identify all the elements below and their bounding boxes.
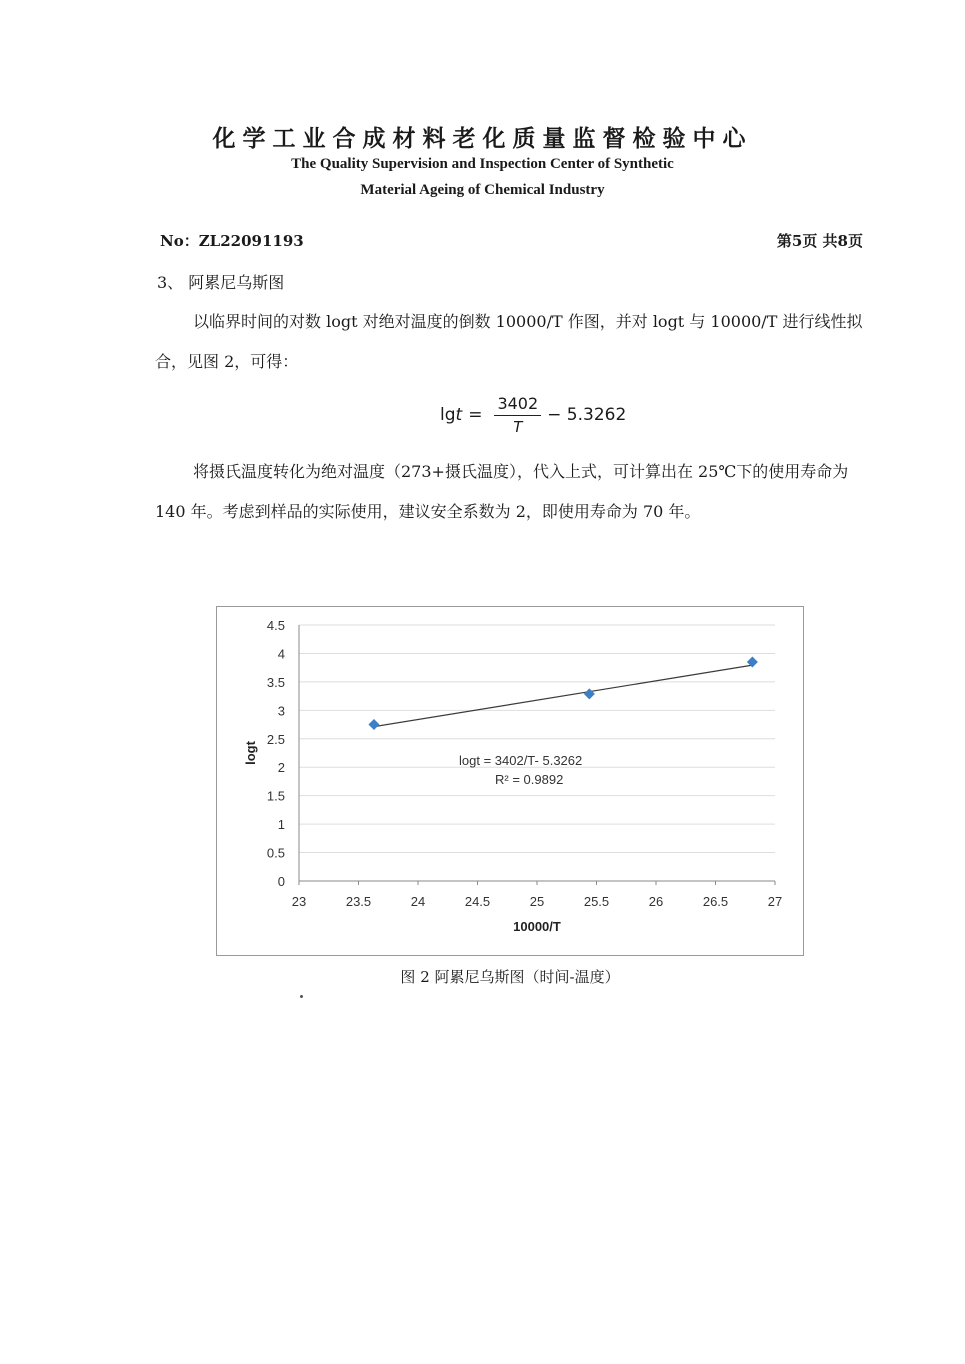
formula-lhs: lg	[440, 405, 456, 425]
formula-tail: − 5.3262	[547, 405, 627, 425]
center-title-en-line1: The Quality Supervision and Inspection Center of Synthetic	[291, 156, 674, 172]
r-squared-label: R² = 0.9892	[495, 772, 564, 787]
y-tick-label: 0	[277, 874, 285, 889]
formula-lhs-var: t	[455, 405, 463, 425]
x-tick-label: 23.5	[345, 894, 372, 909]
x-tick-label: 23	[291, 894, 307, 909]
page-indicator: 第5页 共8页	[776, 232, 863, 250]
trendline	[374, 665, 752, 727]
y-axis-title: logt	[243, 741, 258, 765]
data-point	[368, 719, 379, 730]
paragraph-fit-description: 以临界时间的对数 logt 对绝对温度的倒数 10000/T 作图，并对 logt 与 10000/T 进行线性拟合，见图 2，可得：	[155, 312, 863, 371]
y-tick-label: 1	[277, 817, 285, 833]
x-tick-label: 25	[529, 894, 545, 909]
paragraph-lifetime-conclusion: 将摄氏温度转化为绝对温度（273+摄氏温度），代入上式，可计算出在 25℃下的使用寿命为 140 年。考虑到样品的实际使用，建议安全系数为 2，即使用寿命为 70 年。	[155, 462, 849, 521]
arrhenius-chart	[216, 606, 804, 956]
x-tick-label: 26	[648, 894, 664, 909]
x-tick-label: 26.5	[702, 894, 729, 909]
x-tick-label: 24.5	[464, 894, 491, 909]
x-tick-label: 25.5	[583, 894, 610, 909]
y-tick-label: 2	[277, 760, 285, 776]
formula-fraction	[494, 394, 541, 436]
figure-caption: 图 2 阿累尼乌斯图（时间-温度）	[400, 968, 620, 986]
formula-equals: =	[468, 405, 483, 425]
fit-formula	[440, 390, 626, 440]
x-tick-label: 24	[410, 894, 426, 909]
y-tick-label: 0.5	[266, 845, 285, 861]
y-tick-label: 3	[277, 703, 285, 719]
trendline-equation: logt = 3402/T- 5.3262	[459, 753, 583, 768]
x-tick-label: 27	[767, 894, 783, 909]
chart-canvas	[217, 607, 803, 955]
y-tick-label: 4.5	[266, 618, 285, 633]
data-point	[584, 688, 595, 699]
center-title-cn: 化学工业合成材料老化质量监督检验中心	[212, 126, 753, 152]
y-tick-label: 4	[277, 646, 285, 662]
y-tick-label: 1.5	[266, 788, 285, 804]
y-tick-label: 2.5	[266, 731, 285, 747]
formula-numerator: 3402	[494, 394, 541, 416]
y-tick-label: 3.5	[266, 674, 285, 690]
formula-denominator: T	[513, 418, 523, 436]
scan-speck	[300, 995, 303, 998]
x-axis-title: 10000/T	[513, 919, 561, 934]
report-number: No：ZL22091193	[160, 232, 304, 250]
center-title-en-line2: Material Ageing of Chemical Industry	[360, 182, 605, 198]
section-heading: 3、 阿累尼乌斯图	[157, 273, 285, 292]
